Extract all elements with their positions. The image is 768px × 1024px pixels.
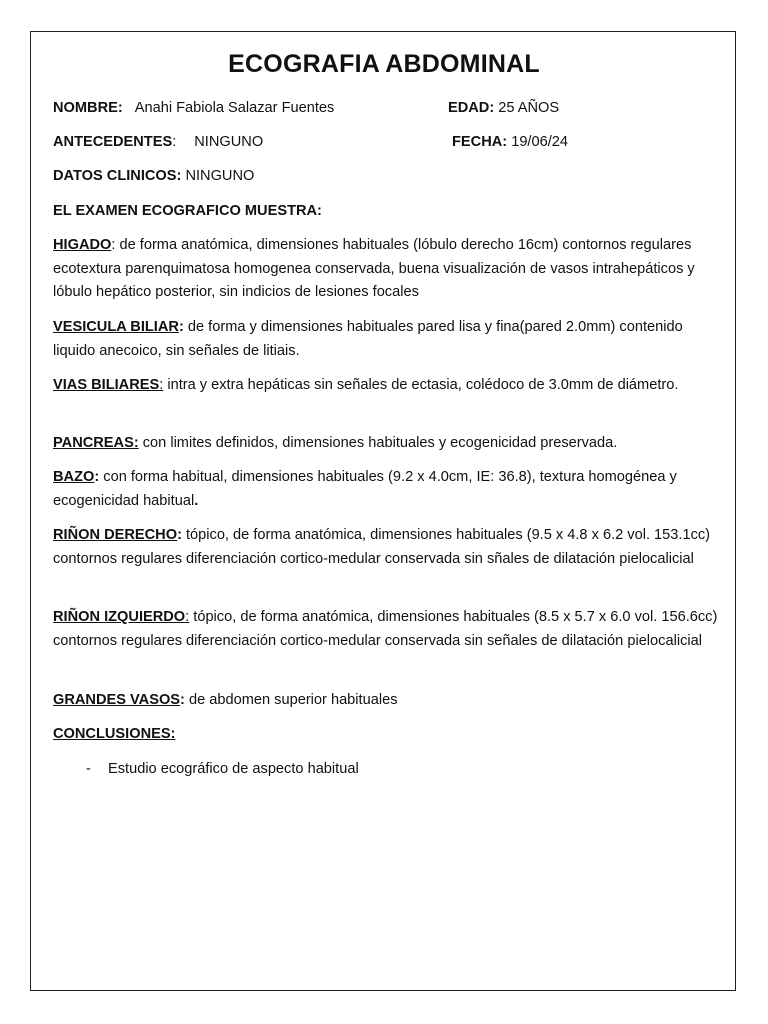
rinon-derecho-sep: : [177, 527, 182, 543]
higado-text: de forma anatómica, dimensiones habituales (lóbulo derecho 16cm) contornos regulares ecotextura parenquimatosa homogenea conservada, buena visualización de vasos intrahepáticos y lóbulo hepático posterior, sin indicios de lesiones focales [53, 237, 695, 300]
conclusion-bullet-dash: - [86, 761, 91, 777]
antecedentes-label: ANTECEDENTES [53, 134, 173, 150]
vesicula-label: VESICULA BILIAR [53, 319, 179, 335]
fecha-line [452, 131, 568, 154]
vesicula-sep: : [178, 319, 184, 335]
nombre-value: Anahi Fabiola Salazar Fuentes [134, 100, 335, 116]
antecedentes-line [53, 131, 263, 154]
datos-clinicos-label: DATOS CLINICOS: [53, 168, 182, 184]
grandes-vasos-sep: : [180, 692, 185, 708]
edad-line [448, 97, 559, 120]
antecedentes-colon: : [172, 134, 177, 150]
section-rinon-izquierdo [53, 606, 721, 653]
datos-clinicos-line [53, 165, 254, 188]
datos-clinicos-value: NINGUNO [185, 168, 255, 184]
vias-sep: : [159, 377, 164, 393]
bazo-label: BAZO [53, 469, 95, 485]
section-vias-biliares [53, 374, 721, 398]
vias-text: intra y extra hepáticas sin señales de ectasia, colédoco de 3.0mm de diámetro. [163, 377, 679, 393]
section-vesicula [53, 316, 721, 363]
section-grandes-vasos [53, 689, 721, 713]
rinon-izquierdo-text: tópico, de forma anatómica, dimensiones habituales (8.5 x 5.7 x 6.0 vol. 156.6cc) contornos regulares diferenciación cortico-medular conservada sin señales de dilatación pielocalicial [53, 609, 718, 649]
rinon-derecho-label: RIÑON DERECHO [53, 527, 178, 543]
bazo-text: con forma habitual, dimensiones habituales (9.2 x 4.0cm, IE: 36.8), textura homogénea y ecogenicidad habitual [53, 469, 677, 509]
rinon-izquierdo-label: RIÑON IZQUIERDO [53, 609, 186, 625]
nombre-label: NOMBRE: [53, 100, 123, 116]
antecedentes-value: NINGUNO [194, 134, 264, 150]
section-rinon-derecho [53, 524, 721, 571]
bazo-sep: : [94, 469, 100, 485]
fecha-value: 19/06/24 [511, 134, 569, 150]
higado-sep: : [111, 237, 116, 253]
rinon-izquierdo-sep: : [185, 609, 190, 625]
grandes-vasos-text: de abdomen superior habituales [184, 692, 398, 708]
vias-label: VIAS BILIARES [53, 377, 160, 393]
grandes-vasos-label: GRANDES VASOS [53, 692, 181, 708]
document-title: ECOGRAFIA ABDOMINAL [228, 50, 540, 78]
fecha-label: FECHA: [452, 134, 508, 150]
conclusion-item: Estudio ecográfico de aspecto habitual [108, 761, 359, 777]
vesicula-text: de forma y dimensiones habituales pared lisa y fina(pared 2.0mm) contenido liquido anecoico, sin señales de litiais. [53, 319, 683, 359]
edad-value: 25 AÑOS [498, 100, 560, 116]
higado-label: HIGADO [53, 237, 112, 253]
edad-label: EDAD: [448, 100, 495, 116]
pancreas-label: PANCREAS: [53, 435, 139, 451]
section-bazo [53, 466, 721, 513]
bazo-end: . [194, 492, 199, 509]
rinon-derecho-text: tópico, de forma anatómica, dimensiones habituales (9.5 x 4.8 x 6.2 vol. 153.1cc) contornos regulares diferenciación cortico-medular conservada sin sñales de dilatación pielocalicial [53, 527, 711, 567]
section-higado [53, 234, 721, 305]
section-pancreas [53, 432, 721, 456]
nombre-line [53, 97, 334, 120]
conclusiones-label: CONCLUSIONES: [53, 726, 176, 742]
exam-heading: EL EXAMEN ECOGRAFICO MUESTRA: [53, 203, 322, 219]
pancreas-text: con limites definidos, dimensiones habituales y ecogenicidad preservada. [138, 435, 618, 451]
